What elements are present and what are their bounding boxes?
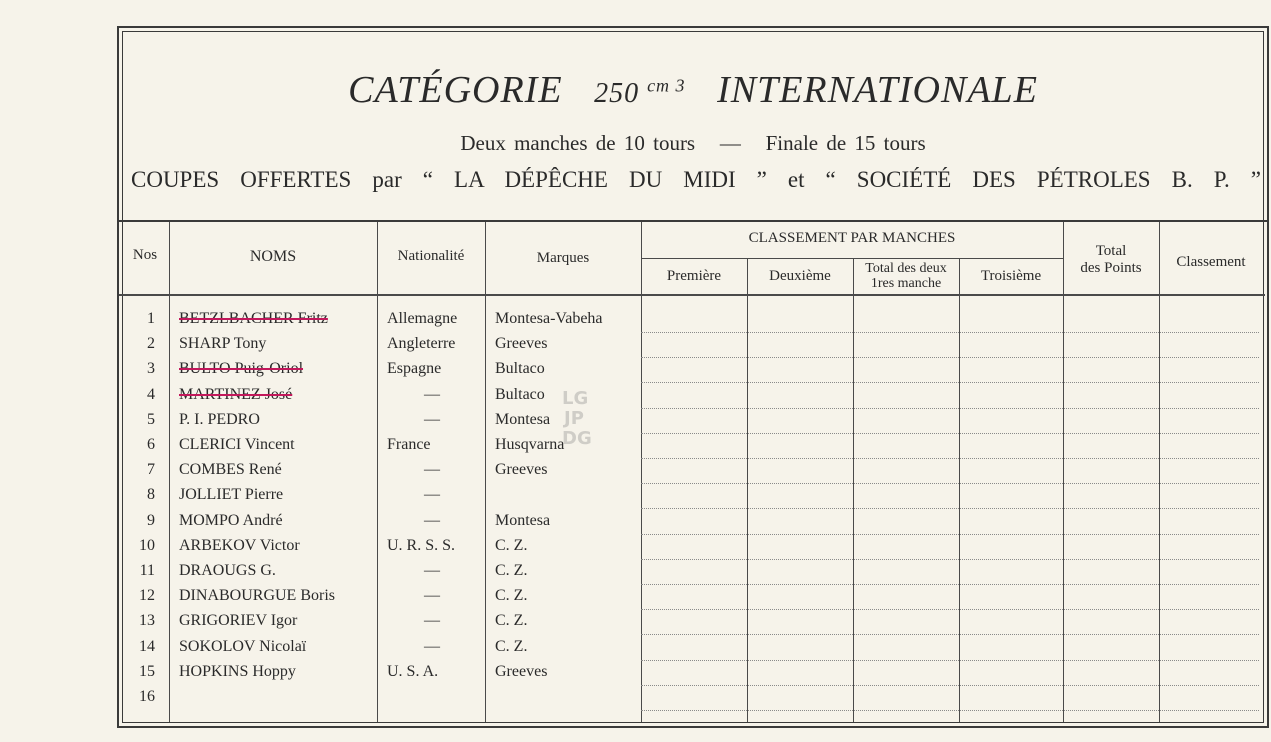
entrant-name: BULTO Puig-Oriol: [179, 360, 304, 378]
score-dotted-line: [641, 685, 1259, 686]
score-dotted-line: [641, 534, 1259, 535]
score-dotted-line: [641, 710, 1259, 711]
col-premiere: Première: [666, 268, 722, 284]
grid-line: [485, 222, 486, 722]
watermark-line3: DG: [562, 428, 592, 449]
row-number: 6: [147, 436, 155, 453]
entrant-make: Montesa-Vabeha: [495, 310, 603, 327]
grid-line: [747, 258, 748, 722]
grid-line: [1159, 222, 1160, 722]
col-troisieme: Troisième: [980, 268, 1042, 284]
entrant-make: C. Z.: [495, 637, 528, 655]
entrant-nationality: U. R. S. S.: [387, 536, 456, 554]
col-total-deux-line1: Total des deux: [865, 261, 947, 276]
col-classement: Classement: [1176, 254, 1246, 270]
entrant-name: ARBEKOV Victor: [179, 536, 300, 554]
score-dotted-line: [641, 508, 1259, 509]
entrant-nationality: —: [424, 410, 440, 428]
entrant-name: DRAOUGS G.: [179, 562, 276, 579]
row-number: 4: [147, 385, 155, 403]
col-noms: NOMS: [249, 248, 297, 265]
entrant-make: Montesa: [495, 410, 551, 428]
row-number: 16: [139, 688, 155, 705]
col-nationalite: Nationalité: [397, 248, 465, 264]
grid-line: [169, 222, 170, 722]
score-dotted-line: [641, 332, 1259, 333]
entrant-name: MOMPO André: [179, 511, 283, 529]
row-number: 13: [139, 612, 155, 630]
grid-line: [853, 258, 854, 722]
row-number: 9: [147, 511, 155, 529]
col-total-points-line1: Total: [1095, 243, 1127, 259]
header-rule: [119, 220, 1267, 222]
program-sheet: [117, 26, 1269, 728]
entrant-nationality: —: [424, 612, 440, 630]
entrant-nationality: U. S. A.: [387, 662, 439, 680]
entrant-nationality: France: [387, 436, 431, 453]
col-marques: Marques: [536, 250, 590, 266]
entrant-nationality: Angleterre: [387, 335, 456, 353]
grid-line: [641, 258, 1063, 259]
subtitle-dash: —: [719, 131, 741, 155]
entrant-make: Bultaco: [495, 385, 545, 403]
grid-line: [119, 294, 1265, 296]
entrant-name: JOLLIET Pierre: [179, 486, 284, 504]
entrant-make: Greeves: [495, 335, 548, 353]
entrant-nationality: —: [424, 587, 440, 605]
col-total-deux: [853, 261, 959, 292]
entrant-nationality: —: [424, 562, 440, 579]
entrant-make: C. Z.: [495, 536, 528, 554]
entrant-nationality: —: [424, 511, 440, 529]
col-classement-par-manches: CLASSEMENT PAR MANCHES: [748, 230, 956, 246]
score-dotted-line: [641, 609, 1259, 610]
entrant-make: Husqvarna: [495, 436, 565, 453]
entrant-make: Montesa: [495, 511, 551, 529]
heats-text: Deux manches de 10 tours: [460, 131, 696, 155]
entrant-make: Bultaco: [495, 360, 545, 378]
col-deuxieme: Deuxième: [769, 268, 831, 284]
entrant-name: DINABOURGUE Boris: [179, 587, 335, 605]
title-cc-unit: cm 3: [647, 75, 686, 96]
col-total-points-line2: des Points: [1080, 259, 1142, 276]
entrant-nationality: —: [424, 637, 440, 655]
entrant-make: Greeves: [495, 662, 548, 680]
row-number: 11: [139, 562, 155, 579]
score-dotted-line: [641, 357, 1259, 358]
page-title: [119, 68, 1267, 112]
entrant-name: COMBES René: [179, 461, 282, 479]
row-number: 5: [147, 410, 155, 428]
entrant-make: Greeves: [495, 461, 548, 479]
score-dotted-line: [641, 584, 1259, 585]
score-dotted-line: [641, 408, 1259, 409]
title-international: INTERNATIONALE: [717, 69, 1038, 111]
score-dotted-line: [641, 483, 1259, 484]
watermark-logo: [544, 388, 614, 458]
entrant-make: C. Z.: [495, 587, 528, 605]
row-number: 12: [139, 587, 155, 605]
row-number: 14: [139, 637, 155, 655]
score-dotted-line: [641, 433, 1259, 434]
entrant-nationality: Espagne: [387, 360, 442, 378]
row-number: 10: [139, 536, 155, 554]
entrant-nationality: —: [424, 461, 440, 479]
entrant-make: C. Z.: [495, 612, 528, 630]
entrant-name: CLERICI Vincent: [179, 436, 295, 453]
col-total-deux-line2: 1res manche: [870, 276, 942, 292]
entrant-name: BETZLBACHER Fritz: [179, 310, 328, 327]
title-cc-value: 250: [594, 78, 640, 109]
title-category: CATÉGORIE: [348, 69, 563, 111]
entrant-nationality: —: [424, 385, 440, 403]
row-number: 8: [147, 486, 155, 504]
entrant-name: HOPKINS Hoppy: [179, 662, 296, 680]
col-total-points: [1063, 243, 1159, 276]
row-number: 15: [139, 662, 155, 680]
entrant-make: C. Z.: [495, 562, 528, 579]
row-number: 2: [147, 335, 155, 353]
score-dotted-line: [641, 660, 1259, 661]
entrant-name: SOKOLOV Nicolaï: [179, 637, 307, 655]
score-dotted-line: [641, 559, 1259, 560]
watermark-line2: JP: [564, 408, 584, 429]
grid-line: [959, 258, 960, 722]
final-text: Finale de 15 tours: [765, 131, 926, 155]
entrant-name: GRIGORIEV Igor: [179, 612, 298, 630]
title-displacement: [594, 75, 686, 109]
col-nos: Nos: [132, 247, 158, 263]
entrant-name: MARTINEZ José: [179, 385, 293, 403]
row-number: 3: [147, 360, 155, 378]
entrant-nationality: Allemagne: [387, 310, 458, 327]
cups-offered: COUPES OFFERTES par “ LA DÉPÊCHE DU MIDI ” et “ SOCIÉTÉ DES PÉTROLES B. P. ”: [131, 167, 1261, 192]
entrant-name: P. I. PEDRO: [179, 410, 260, 428]
score-dotted-line: [641, 382, 1259, 383]
grid-line: [641, 222, 642, 722]
grid-line: [1063, 222, 1064, 722]
entrant-name: SHARP Tony: [179, 335, 267, 353]
race-format: [119, 131, 1267, 156]
row-number: 7: [147, 461, 155, 479]
score-dotted-line: [641, 634, 1259, 635]
row-number: 1: [147, 310, 155, 327]
score-dotted-line: [641, 458, 1259, 459]
watermark-line1: LG: [562, 388, 589, 409]
grid-line: [377, 222, 378, 722]
entrant-nationality: —: [424, 486, 440, 504]
